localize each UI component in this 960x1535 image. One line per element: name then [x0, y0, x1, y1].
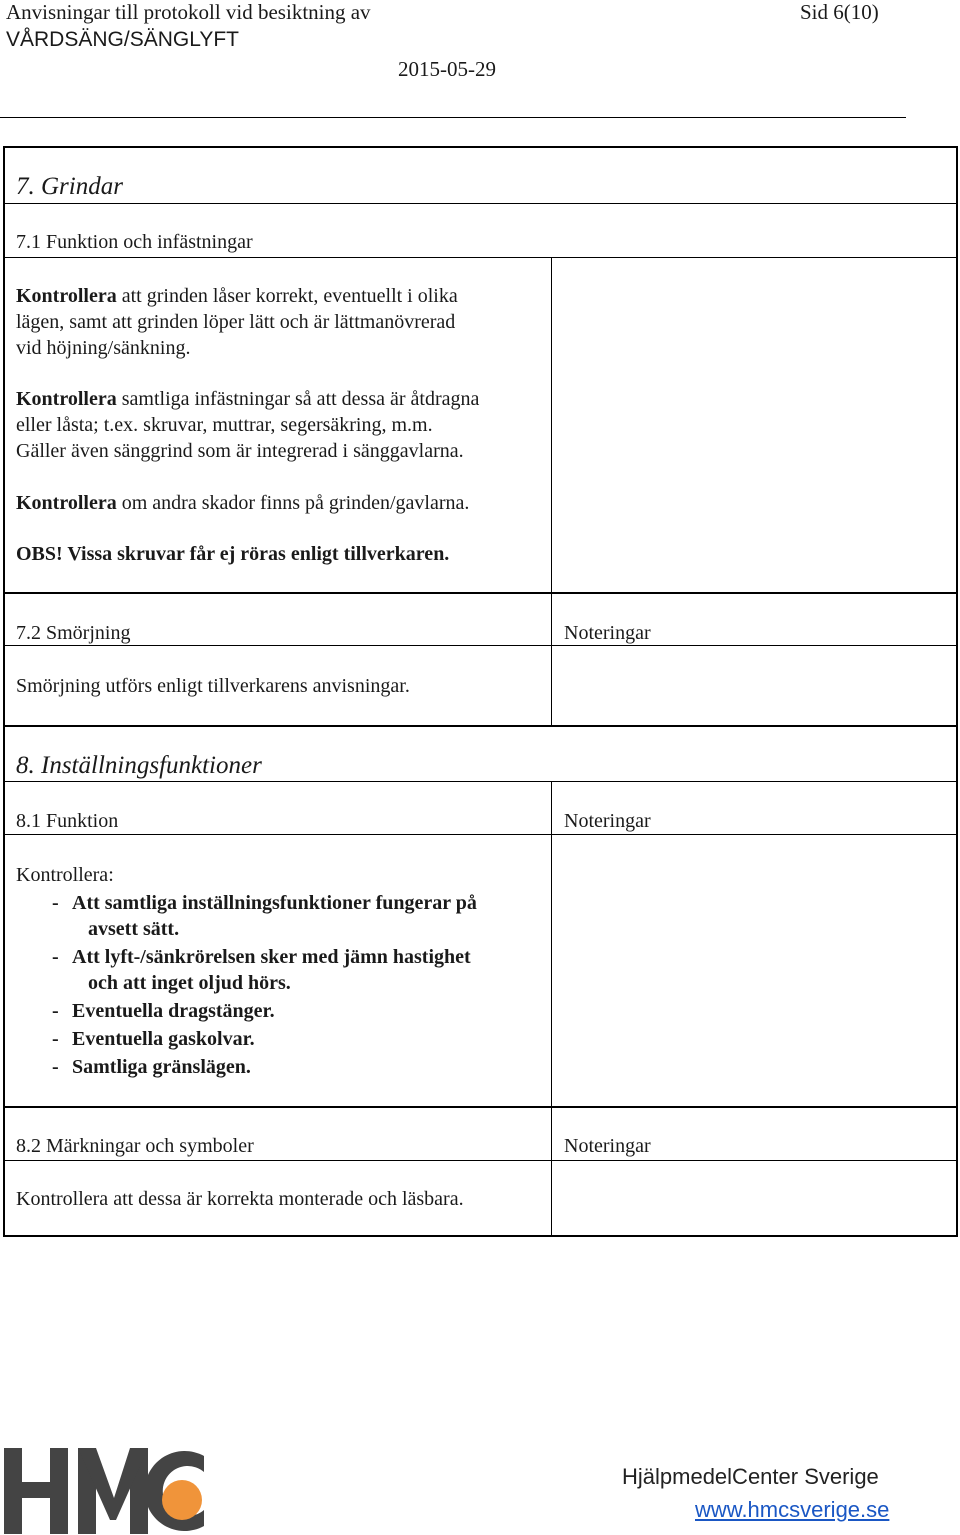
list-bullet: -: [52, 1056, 59, 1078]
emphasis: Kontrollera: [16, 388, 117, 410]
list-bullet: -: [52, 1028, 59, 1050]
table-divider: [3, 725, 958, 727]
document-date: 2015-05-29: [398, 57, 496, 81]
header-rule: [0, 117, 906, 118]
table-divider: [3, 1160, 958, 1161]
website-link[interactable]: www.hmcsverige.se: [695, 1497, 890, 1522]
checklist-intro: Kontrollera:: [16, 864, 114, 886]
list-item: Samtliga gränslägen.: [72, 1056, 251, 1078]
paragraph-line: [16, 283, 458, 309]
list-item: Att lyft-/sänkrörelsen sker med jämn hastighet: [72, 946, 471, 968]
emphasis: Kontrollera: [16, 492, 117, 514]
section-heading: 8. Inställningsfunktioner: [16, 752, 262, 779]
paragraph-line: [16, 386, 479, 412]
paragraph-line: Gäller även sänggrind som är integrerad i sänggavlarna.: [16, 440, 464, 462]
text: att grinden låser korrekt, eventuellt i olika: [116, 285, 458, 307]
text: om andra skador finns på grinden/gavlarna.: [116, 492, 470, 514]
notes-column-divider: [551, 781, 552, 1236]
notes-label: Noteringar: [564, 622, 651, 644]
table-divider: [3, 834, 958, 835]
logo-orange-dot: [162, 1480, 202, 1520]
list-item-continuation: avsett sätt.: [88, 918, 180, 940]
table-divider: [3, 203, 958, 204]
notes-label: Noteringar: [564, 810, 651, 832]
subsection-heading: 7.2 Smörjning: [16, 622, 131, 644]
warning-note: OBS! Vissa skruvar får ej röras enligt tillverkaren.: [16, 543, 450, 565]
section-heading: 7. Grindar: [16, 173, 123, 200]
table-divider: [3, 645, 958, 646]
paragraph-line: lägen, samt att grinden löper lätt och är lättmanövrerad: [16, 311, 456, 333]
table-divider: [3, 781, 958, 782]
organization-name: HjälpmedelCenter Sverige: [622, 1464, 879, 1489]
document-title: Anvisningar till protokoll vid besiktning av: [6, 0, 371, 24]
list-item: Att samtliga inställningsfunktioner fungerar på: [72, 892, 477, 914]
paragraph-line: Kontrollera att dessa är korrekta monterade och läsbara.: [16, 1188, 464, 1210]
subsection-heading: 8.1 Funktion: [16, 810, 119, 832]
paragraph-line: vid höjning/sänkning.: [16, 337, 191, 359]
document-subtitle: VÅRDSÄNG/SÄNGLYFT: [6, 28, 239, 51]
list-item-continuation: och att inget oljud hörs.: [88, 972, 291, 994]
emphasis: Kontrollera: [16, 285, 117, 307]
notes-column-divider: [551, 257, 552, 726]
table-divider: [3, 1106, 958, 1108]
list-bullet: -: [52, 946, 59, 968]
paragraph-line: Smörjning utförs enligt tillverkarens anvisningar.: [16, 675, 410, 697]
page-number: Sid 6(10): [800, 0, 879, 24]
list-bullet: -: [52, 892, 59, 914]
paragraph-line: eller låsta; t.ex. skruvar, muttrar, segersäkring, m.m.: [16, 414, 433, 436]
paragraph-line: [16, 490, 469, 516]
text: samtliga infästningar så att dessa är åtdragna: [116, 388, 480, 410]
list-bullet: -: [52, 1000, 59, 1022]
subsection-heading: 8.2 Märkningar och symboler: [16, 1135, 254, 1157]
table-divider: [3, 257, 958, 258]
list-item: Eventuella gaskolvar.: [72, 1028, 255, 1050]
table-divider: [3, 592, 958, 594]
subsection-heading: 7.1 Funktion och infästningar: [16, 231, 253, 253]
hmc-logo: [4, 1448, 214, 1534]
list-item: Eventuella dragstänger.: [72, 1000, 275, 1022]
notes-label: Noteringar: [564, 1135, 651, 1157]
